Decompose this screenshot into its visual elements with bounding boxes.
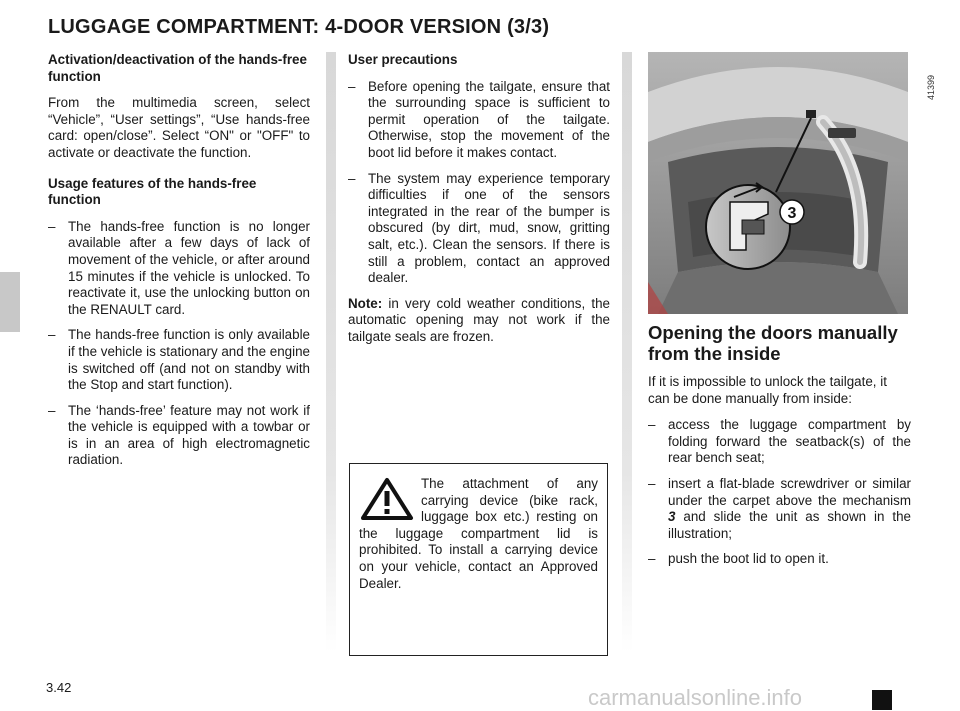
warning-text: The attachment of any carrying device (bike rack, luggage box etc.) resting on the luggage compartment lid is prohibited. To install a carrying device on your vehicle, contact an Approved Dealer. — [359, 476, 598, 591]
right-column — [648, 322, 911, 577]
warning-triangle-icon — [359, 476, 415, 522]
heading-opening-manually: Opening the doors manually from the inside — [648, 322, 898, 364]
heading-activation: Activation/deactivation of the hands-free function — [48, 52, 307, 84]
list-item: – The hands-free function is only available if the vehicle is stationary and the engine is switched off (and not on standby with the Stop and start function). — [48, 327, 310, 393]
column-divider-right — [622, 52, 632, 652]
list-item: – insert a flat-blade screwdriver or similar under the carpet above the mechanism 3 and slide the unit as shown in the illustration; — [648, 475, 911, 541]
list-item: – The ‘hands-free’ feature may not work if the vehicle is equipped with a towbar or is in an area of high electromagnetic radiation. — [48, 402, 310, 468]
watermark: carmanualsonline.info — [588, 685, 803, 710]
mechanism-reference: 3 — [668, 509, 676, 525]
heading-user-precautions: User precautions — [348, 52, 458, 67]
list-item: – Before opening the tailgate, ensure that the surrounding space is sufficient to permit operation of the tailgate. Otherwise, stop the movement of the boot lid before it makes contact. — [348, 78, 610, 160]
middle-column — [348, 52, 610, 356]
section-tab — [0, 272, 20, 332]
list-item: – access the luggage compartment by folding forward the seatback(s) of the rear bench seat; — [648, 417, 911, 466]
column-divider-left — [326, 52, 336, 652]
note-label: Note: — [348, 295, 383, 311]
precautions-list — [348, 79, 610, 287]
luggage-figure — [648, 52, 908, 314]
heading-usage: Usage features of the hands-free function — [48, 175, 257, 208]
list-item: – The hands-free function is no longer available after a few days of lack of movement of the vehicle, or after around 15 minutes if the vehicle is unlocked. To reactivate it, use the unlocking button on the RENAULT card. — [48, 218, 310, 317]
left-column — [48, 52, 310, 478]
page-corner-tab — [872, 690, 892, 710]
callout-label: 3 — [787, 205, 797, 222]
figure-number: 41399 — [926, 74, 936, 100]
list-item: – push the boot lid to open it. — [648, 551, 829, 567]
note-paragraph: Note: in very cold weather conditions, the automatic opening may not work if the tailgate seals are frozen. — [348, 295, 610, 344]
list-item: – The system may experience temporary difficulties if one of the sensors integrated in the rear of the bumper is obscured (by dirt, mud, snow, gritting salt, etc.). Clean the sensors. If there is still a problem, contact an approved dealer. — [348, 170, 610, 286]
opening-intro: If it is impossible to unlock the tailgate, it can be done manually from inside: — [648, 374, 887, 406]
page-number: 3.42 — [46, 680, 72, 695]
activation-paragraph: From the multimedia screen, select “Vehicle”, “User settings”, “Use hands-free card: open/close”. Select “ON" or "OFF" to activate or deactivate the function. — [48, 95, 310, 160]
luggage-illustration — [648, 52, 908, 314]
warning-box — [349, 463, 608, 656]
page-title: LUGGAGE COMPARTMENT: 4-DOOR VERSION (3/3) — [48, 16, 550, 38]
opening-steps-list — [648, 417, 911, 568]
usage-list — [48, 219, 310, 469]
